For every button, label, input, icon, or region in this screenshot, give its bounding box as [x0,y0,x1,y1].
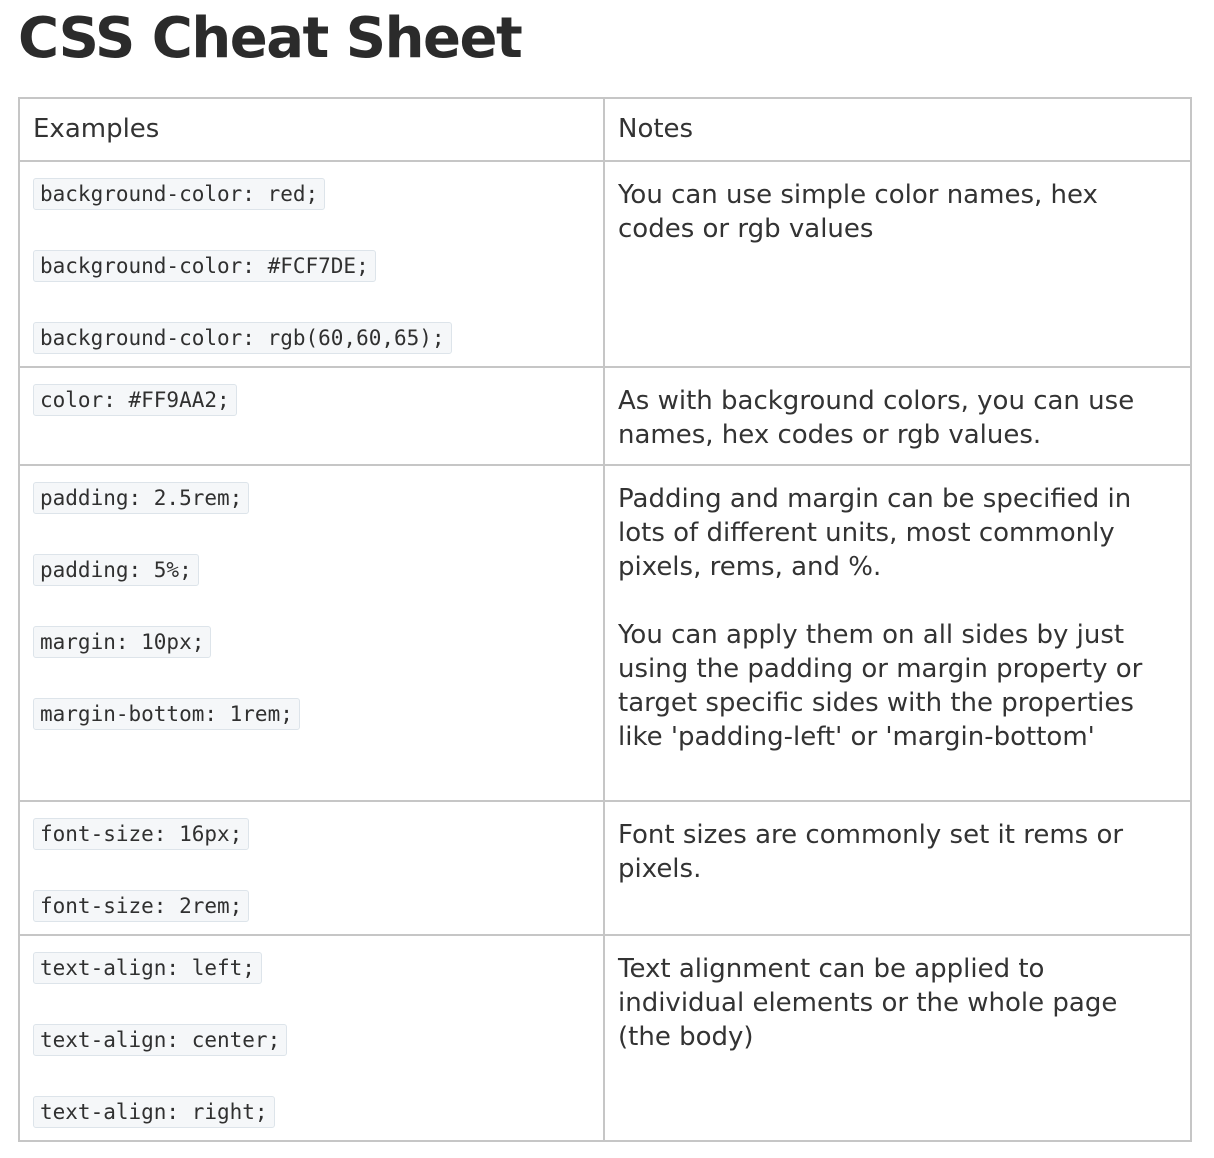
code-snippet: color: #FF9AA2; [33,384,237,416]
page-title: CSS Cheat Sheet [18,6,522,71]
examples-cell [19,465,604,801]
notes-cell [604,935,1191,1141]
code-snippet: background-color: rgb(60,60,65); [33,322,452,354]
note-text: Text alignment can be applied to individual elements or the whole page (the body) [618,954,1118,1052]
code-snippet: margin: 10px; [33,626,211,658]
examples-cell [19,935,604,1141]
code-snippet: font-size: 16px; [33,818,249,850]
code-snippet: margin-bottom: 1rem; [33,698,300,730]
column-header-examples: Examples [19,98,604,161]
note-text: Padding and margin can be specified in lots of different units, most commonly pixels, rems, and %. [618,484,1132,582]
notes-cell [604,367,1191,465]
note-text: You can apply them on all sides by just using the padding or margin property or target specific sides with the properties like 'padding-left' or 'margin-bottom' [618,620,1143,752]
note-text: As with background colors, you can use names, hex codes or rgb values. [618,386,1135,450]
notes-cell [604,161,1191,367]
cheat-sheet-table [18,97,1192,1142]
note-text: You can use simple color names, hex codes or rgb values [618,180,1098,244]
notes-cell [604,465,1191,801]
code-snippet: text-align: center; [33,1024,287,1056]
table-header-row [19,98,1191,161]
examples-cell [19,801,604,935]
note-text: Font sizes are commonly set it rems or pixels. [618,820,1124,884]
examples-cell [19,367,604,465]
code-snippet: font-size: 2rem; [33,890,249,922]
examples-cell [19,161,604,367]
notes-cell [604,801,1191,935]
table-row [19,161,1191,367]
code-snippet: text-align: left; [33,952,262,984]
table-row [19,465,1191,801]
code-snippet: padding: 2.5rem; [33,482,249,514]
code-snippet: text-align: right; [33,1096,275,1128]
column-header-notes: Notes [604,98,1191,161]
table-row [19,935,1191,1141]
table-row [19,367,1191,465]
code-snippet: background-color: #FCF7DE; [33,250,376,282]
table-row [19,801,1191,935]
code-snippet: background-color: red; [33,178,325,210]
code-snippet: padding: 5%; [33,554,199,586]
